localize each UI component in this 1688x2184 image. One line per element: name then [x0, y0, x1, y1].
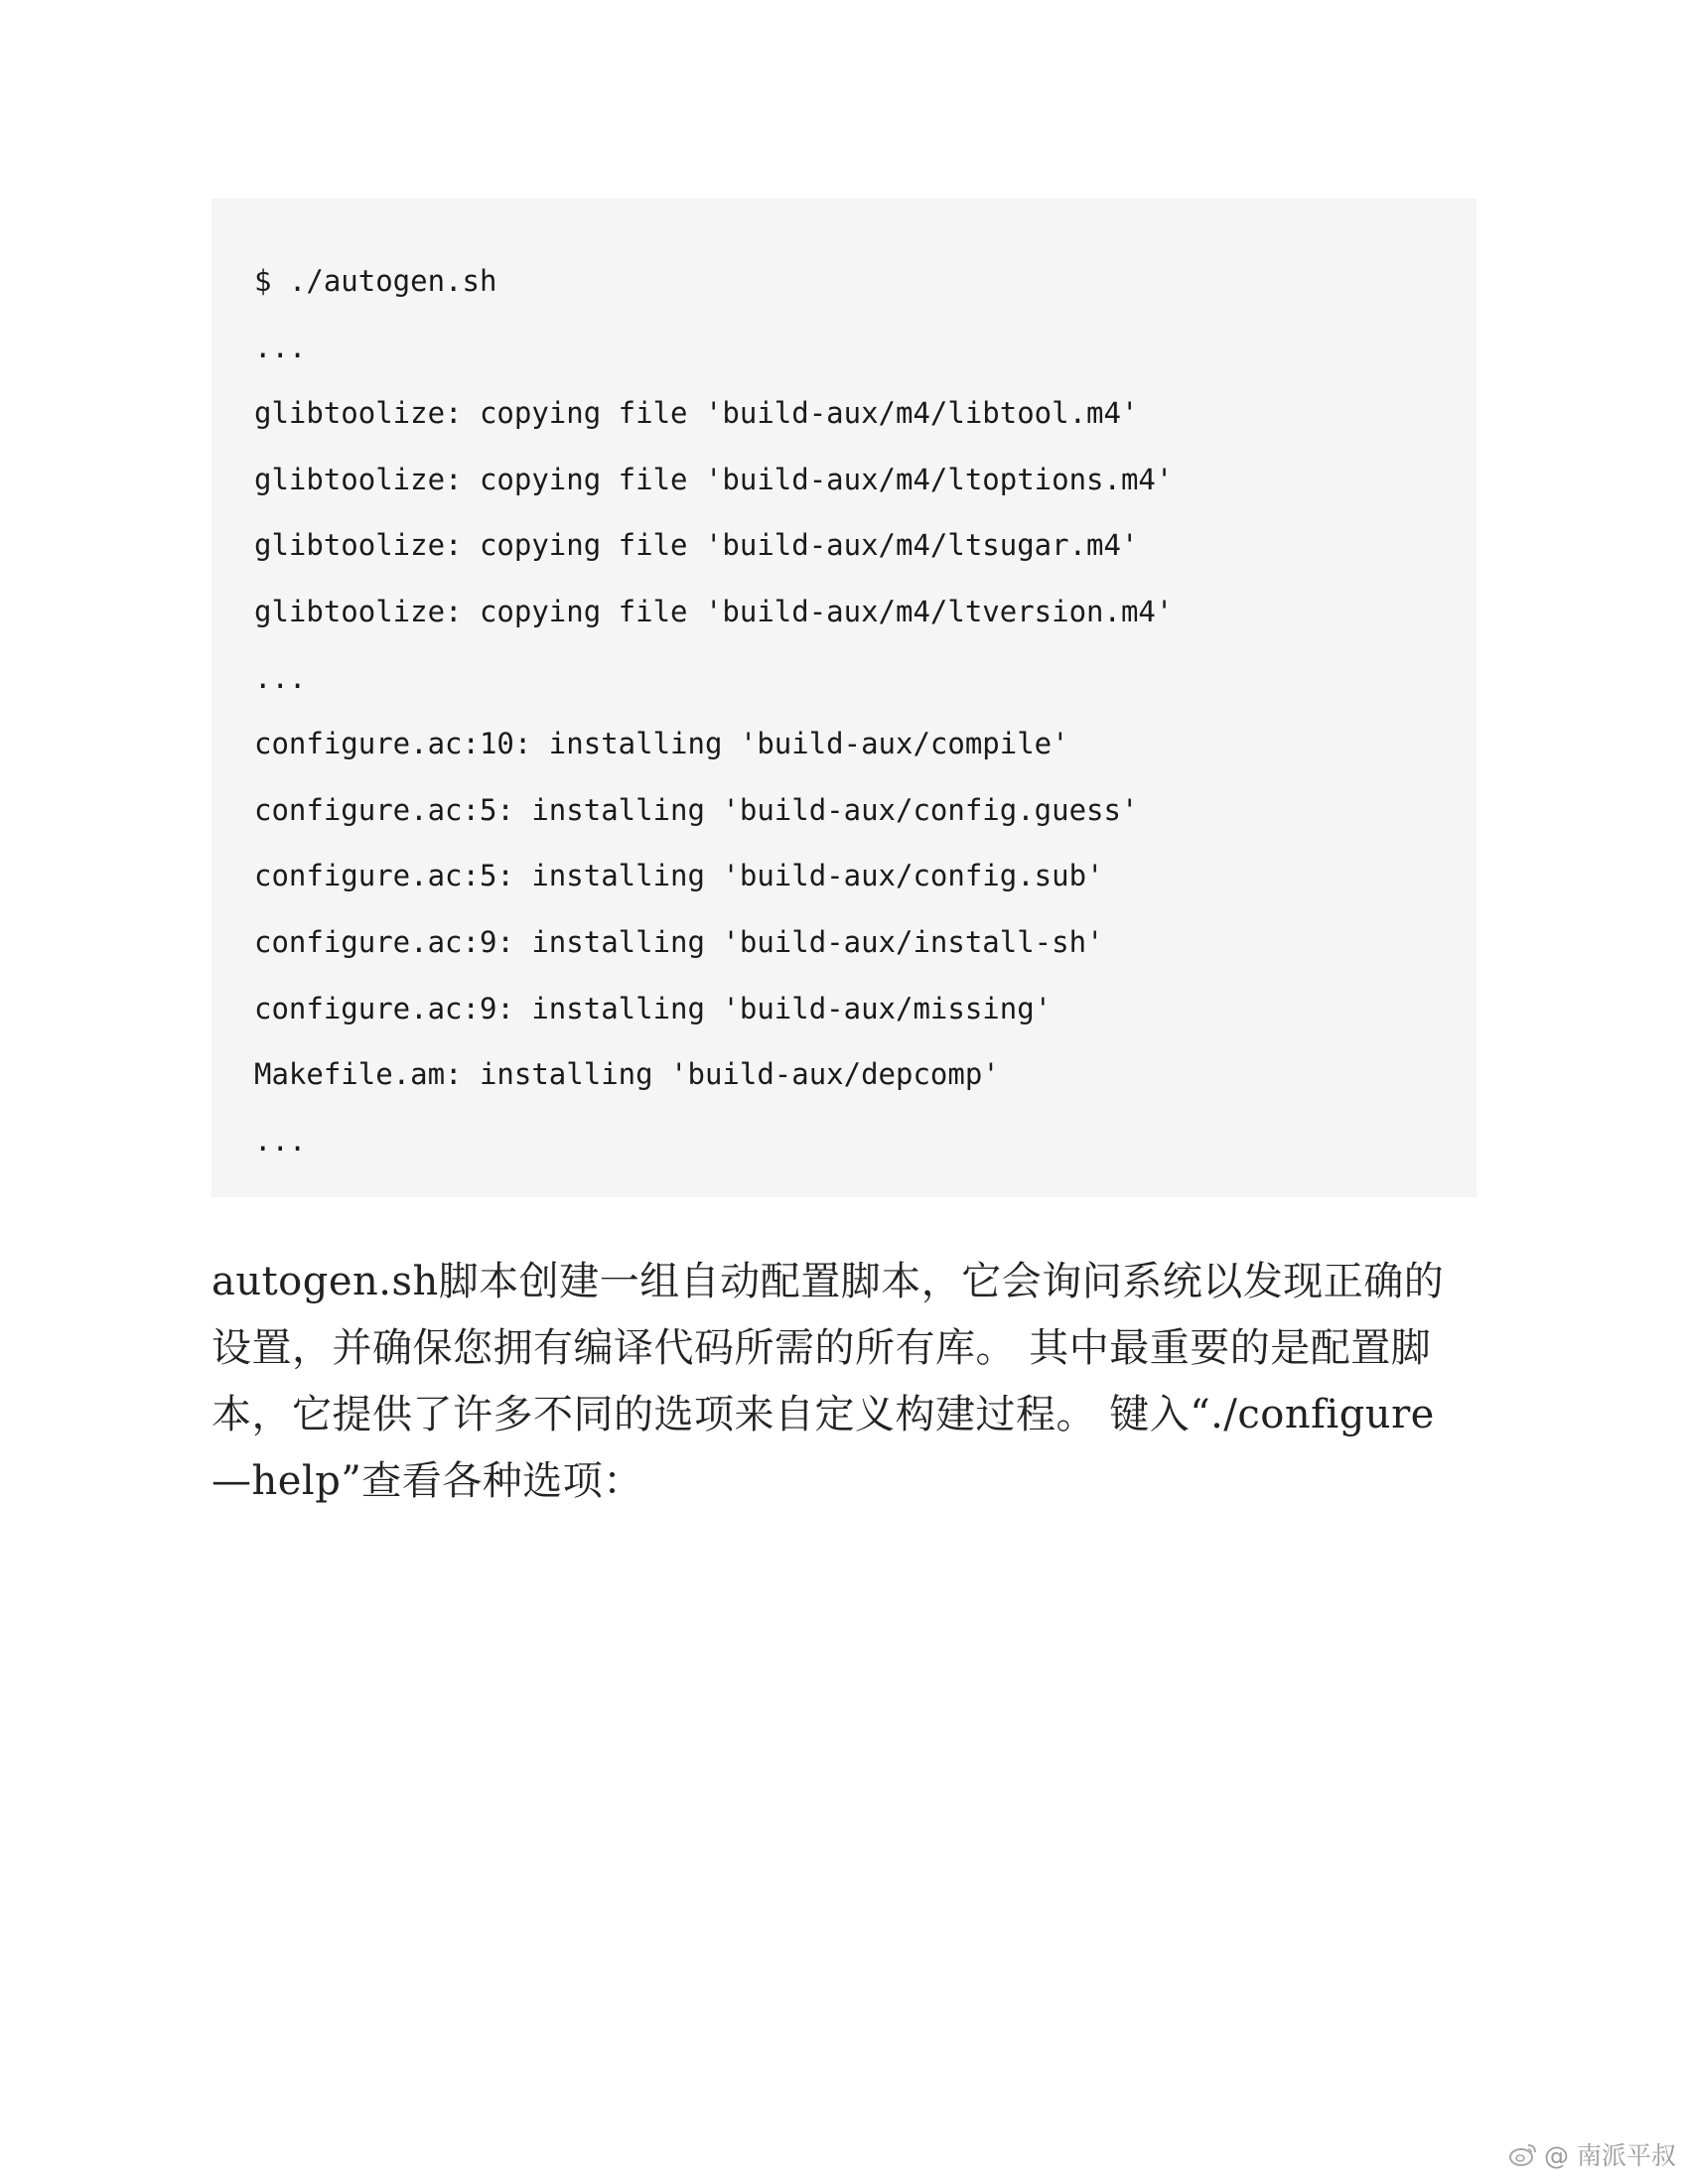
code-line: configure.ac:9: installing 'build-aux/missing'	[254, 991, 1053, 1025]
watermark-text: @ 南派平叔	[1544, 2141, 1676, 2170]
code-line: glibtoolize: copying file 'build-aux/m4/ltversion.m4'	[254, 594, 1174, 628]
code-line: glibtoolize: copying file 'build-aux/m4/ltsugar.m4'	[254, 528, 1139, 563]
body-paragraph: autogen.sh脚本创建一组自动配置脚本，它会询问系统以发现正确的设置，并确保您拥有编译代码所需的所有库。 其中最重要的是配置脚本，它提供了许多不同的选项来自定义构建过程。 键入“./configure —help”查看各种选项：	[211, 1259, 1445, 1504]
code-line: ...	[254, 660, 307, 695]
weibo-logo-icon	[1508, 2141, 1538, 2167]
code-line: Makefile.am: installing 'build-aux/depcomp'	[254, 1057, 1000, 1092]
code-line: configure.ac:9: installing 'build-aux/install-sh'	[254, 924, 1104, 959]
code-line: ...	[254, 330, 307, 364]
code-line: $ ./autogen.sh	[254, 264, 497, 298]
terminal-code-block	[211, 199, 1477, 1197]
code-line: configure.ac:10: installing 'build-aux/compile'	[254, 727, 1069, 761]
watermark	[1508, 2136, 1676, 2172]
code-line: ...	[254, 1123, 307, 1158]
code-line: glibtoolize: copying file 'build-aux/m4/libtool.m4'	[254, 396, 1139, 431]
code-line: glibtoolize: copying file 'build-aux/m4/ltoptions.m4'	[254, 462, 1174, 496]
code-line: configure.ac:5: installing 'build-aux/config.sub'	[254, 859, 1104, 893]
code-line: configure.ac:5: installing 'build-aux/config.guess'	[254, 792, 1139, 827]
